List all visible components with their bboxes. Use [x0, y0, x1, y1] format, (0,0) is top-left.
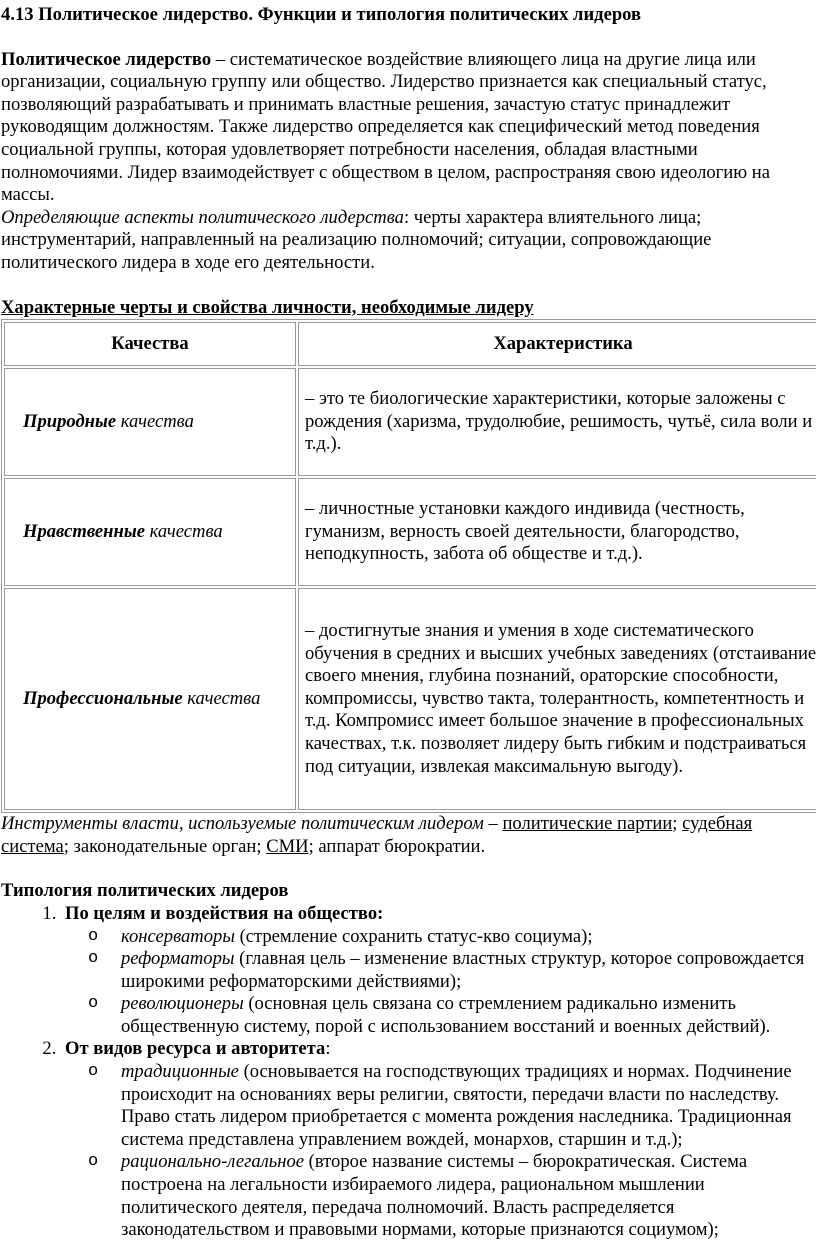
link-political-parties[interactable]: политические партии — [502, 813, 673, 835]
list-item — [61, 903, 816, 1039]
description-cell: – достигнутые знания и умения в ходе систематического обучения в средних и высших учебных заведениях (отстаивание своего мнения, глубина познаний, ораторские способности, компромиссы, чувство такта, толерантность, компетентность и т.д. Компромисс имеет большое значение в профессиональных качествах, т.к. позволяет лидеру быть гибким и подстраиваться под ситуации, извлекая максимальную выгоду). — [298, 588, 816, 810]
aspects-term: Определяющие аспекты политического лидерства — [1, 206, 404, 228]
list-item: o реформаторы (главная цель – изменение властных структур, которое сопровождается широкими реформаторскими действиями); — [121, 948, 816, 993]
quality-cell: Нравственные качества — [4, 478, 296, 586]
quality-cell: Природные качества — [4, 368, 296, 476]
quality-cell: Профессиональные качества — [4, 588, 296, 810]
section-heading: 4.13 Политическое лидерство. Функции и типология политических лидеров — [1, 4, 642, 25]
table-row — [4, 478, 816, 586]
definition-text: – систематическое воздействие влияющего лица на другие лица или организации, социальную группу или общество. Лидерство признается как специальный статус, позволяющий разрабатывать и принимать властные решения, зачастую статус принадлежит руководящим должностям. Также лидерство определяется как специфический метод поведения социальной группы, которая удовлетворяет потребности населения, обладая властными полномочиями. Лидер взаимодействует с обществом в целом, распространяя свою идеологию на массы. — [1, 48, 770, 206]
aspects-text: : черты характера влиятельного лица; инструментарий, направленный на реализацию полномочий; ситуации, сопровождающие политического лидера в ходе его деятельности. — [1, 206, 712, 273]
list-item: 2. От видов ресурса и авторитета: o традиционные (основывается на господствующих традициях и нормах. Подчинение происходит на основаниях веры религии, святости, передачи власти по наследству. Право стать лидером приобретается с момента рождения наследника. Традиционная система представлена управлением вождей, монархов, старшин и т.д.); o рационально-легальное (второе название системы – бюрократическая. Система построена на легальности избираемого лидера, рациональном мышлении политического деятеля, передача полномочий. Власть распределяется законодательством и правовыми нормами, которые признаются социумом); — [61, 1038, 816, 1241]
definition-paragraph — [1, 49, 816, 207]
description-cell: – личностные установки каждого индивида (честность, гуманизм, верность своей деятельности, благородство, неподкупность, забота об обществе и т.д.). — [298, 478, 816, 586]
description-cell: – это те биологические характеристики, которые заложены с рождения (харизма, трудолюбие, решимость, чутьё, сила воли и т.д.). — [298, 368, 816, 476]
aspects-paragraph — [1, 207, 816, 275]
table-title: Характерные черты и свойства личности, необходимые лидеру — [1, 296, 534, 318]
header-characteristic: Характеристика — [298, 322, 816, 366]
link-media[interactable]: СМИ — [266, 835, 309, 857]
list-item: o революционеры (основная цель связана со стремлением радикально изменить общественную систему, порой с использованием восстаний и военных действий). — [121, 993, 816, 1038]
table-row — [4, 588, 816, 810]
link-judicial-system[interactable]: судебная система — [1, 813, 753, 857]
table-row — [4, 368, 816, 476]
instruments-lead: Инструменты власти, используемые политическим лидером — [1, 813, 484, 835]
instruments-paragraph: Инструменты власти, используемые политическим лидером – политические партии; судебная система; законодательные орган; СМИ; аппарат бюрократии. — [1, 813, 753, 857]
sub-list — [65, 1061, 816, 1242]
typology-title: Типология политических лидеров — [1, 880, 289, 902]
group-title: По целям и воздействия на общество: — [65, 902, 384, 924]
group-title: От видов ресурса и авторитета — [65, 1038, 326, 1060]
typology-list — [1, 903, 816, 1242]
sub-list — [65, 926, 816, 1039]
traits-table — [1, 319, 816, 813]
list-item: o традиционные (основывается на господствующих традициях и нормах. Подчинение происходит на основаниях веры религии, святости, передачи власти по наследству. Право стать лидером приобретается с момента рождения наследника. Традиционная система представлена управлением вождей, монархов, старшин и т.д.); — [121, 1061, 816, 1151]
definition-term: Политическое лидерство — [1, 48, 212, 70]
list-item: o консерваторы (стремление сохранить статус-кво социума); — [121, 926, 816, 949]
list-item: o рационально-легальное (второе название системы – бюрократическая. Система построена на легальности избираемого лидера, рациональном мышлении политического деятеля, передача полномочий. Власть распределяется законодательством и правовыми нормами, которые признаются социумом); — [121, 1151, 816, 1241]
table-header-row — [4, 322, 816, 366]
header-qualities: Качества — [4, 322, 296, 366]
